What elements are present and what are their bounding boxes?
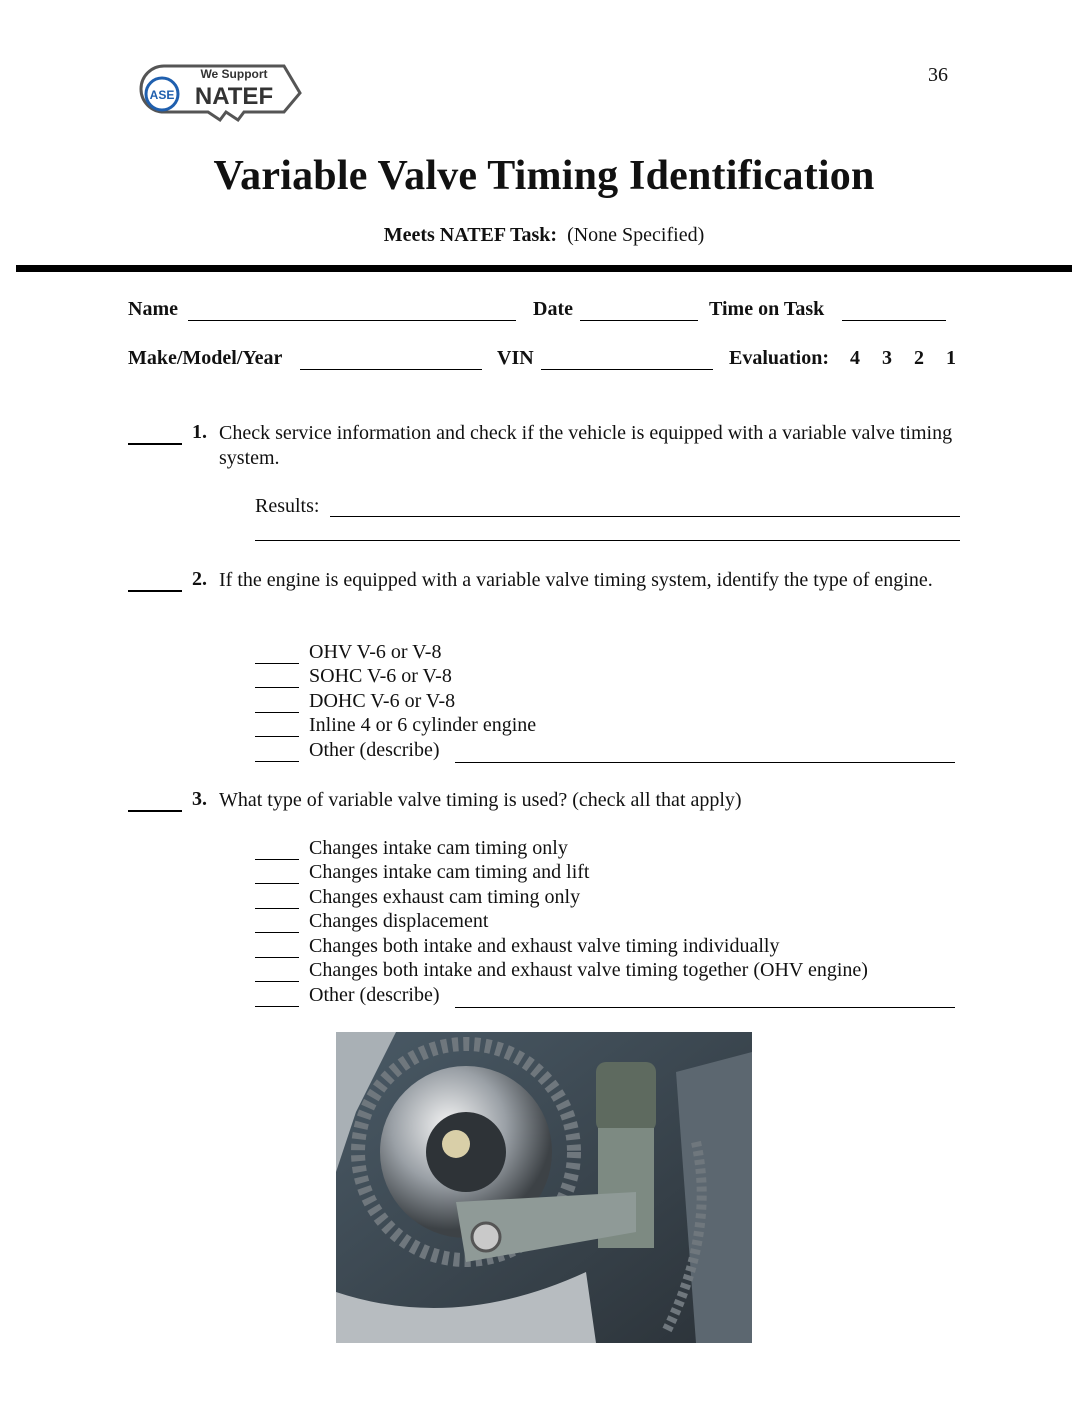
question-3-number: 3.	[192, 788, 207, 810]
option-checkbox[interactable]	[255, 888, 299, 909]
results-field-line-2[interactable]	[255, 520, 960, 541]
date-field[interactable]	[580, 300, 698, 321]
question-3-text: What type of variable valve timing is used? (check all that apply)	[219, 789, 742, 811]
vvt-option-exhaust-only: Changes exhaust cam timing only	[309, 886, 581, 908]
option-checkbox[interactable]	[255, 692, 299, 713]
engine-option-inline: Inline 4 or 6 cylinder engine	[309, 714, 537, 736]
page-number: 36	[928, 64, 948, 86]
vvt-option-displacement: Changes displacement	[309, 910, 489, 932]
option-checkbox[interactable]	[255, 643, 299, 664]
evaluation-label: Evaluation:	[729, 347, 830, 369]
make-model-year-label: Make/Model/Year	[128, 347, 283, 369]
vvt-option-other: Other (describe)	[309, 984, 440, 1006]
question-1-number: 1.	[192, 421, 207, 443]
option-checkbox[interactable]	[255, 716, 299, 737]
question-2-check-blank[interactable]	[128, 570, 182, 592]
natef-logo	[134, 62, 302, 124]
vvt-option-both-individually: Changes both intake and exhaust valve timing individually	[309, 935, 780, 957]
vvt-option-both-together: Changes both intake and exhaust valve timing together (OHV engine)	[309, 959, 868, 981]
vvt-other-describe-field[interactable]	[455, 987, 955, 1008]
question-1-check-blank[interactable]	[128, 423, 182, 445]
engine-option-ohv: OHV V-6 or V-8	[309, 641, 442, 663]
engine-option-dohc: DOHC V-6 or V-8	[309, 690, 456, 712]
engine-option-sohc: SOHC V-6 or V-8	[309, 665, 452, 687]
question-3-check-blank[interactable]	[128, 790, 182, 812]
logo-top-text: We Support	[200, 67, 268, 81]
question-2-text: If the engine is equipped with a variable valve timing system, identify the type of engine.	[219, 569, 933, 591]
option-checkbox[interactable]	[255, 912, 299, 933]
ase-badge-text: ASE	[149, 88, 175, 102]
evaluation-score-3[interactable]: 3	[882, 347, 892, 369]
logo-main-text: NATEF	[194, 83, 274, 110]
header-divider	[16, 265, 1072, 272]
option-checkbox[interactable]	[255, 937, 299, 958]
time-on-task-label: Time on Task	[709, 298, 825, 320]
results-field-line-1[interactable]	[330, 496, 960, 517]
time-on-task-field[interactable]	[842, 300, 946, 321]
evaluation-score-4[interactable]: 4	[850, 347, 860, 369]
vvt-option-intake-lift: Changes intake cam timing and lift	[309, 861, 590, 883]
question-2-number: 2.	[192, 568, 207, 590]
task-value: (None Specified)	[567, 224, 705, 246]
option-checkbox[interactable]	[255, 741, 299, 762]
vin-label: VIN	[497, 347, 534, 369]
vvt-option-intake-only: Changes intake cam timing only	[309, 837, 568, 859]
vin-field[interactable]	[541, 349, 713, 370]
evaluation-score-2[interactable]: 2	[914, 347, 924, 369]
option-checkbox[interactable]	[255, 863, 299, 884]
evaluation-score-1[interactable]: 1	[946, 347, 956, 369]
question-1-text: Check service information and check if the vehicle is equipped with a variable valve timing system.	[219, 422, 953, 469]
vvt-mechanism-photo	[336, 1032, 752, 1343]
option-checkbox[interactable]	[255, 667, 299, 688]
task-label: Meets NATEF Task:	[383, 224, 558, 246]
name-label: Name	[128, 298, 178, 320]
engine-other-describe-field[interactable]	[455, 742, 955, 763]
make-model-year-field[interactable]	[300, 349, 482, 370]
engine-option-other: Other (describe)	[309, 739, 440, 761]
date-label: Date	[533, 298, 573, 320]
option-checkbox[interactable]	[255, 986, 299, 1007]
option-checkbox[interactable]	[255, 961, 299, 982]
natef-task-line	[0, 224, 1088, 247]
page-title: Variable Valve Timing Identification	[213, 153, 875, 199]
results-label: Results:	[255, 495, 320, 517]
option-checkbox[interactable]	[255, 839, 299, 860]
name-field[interactable]	[188, 300, 516, 321]
